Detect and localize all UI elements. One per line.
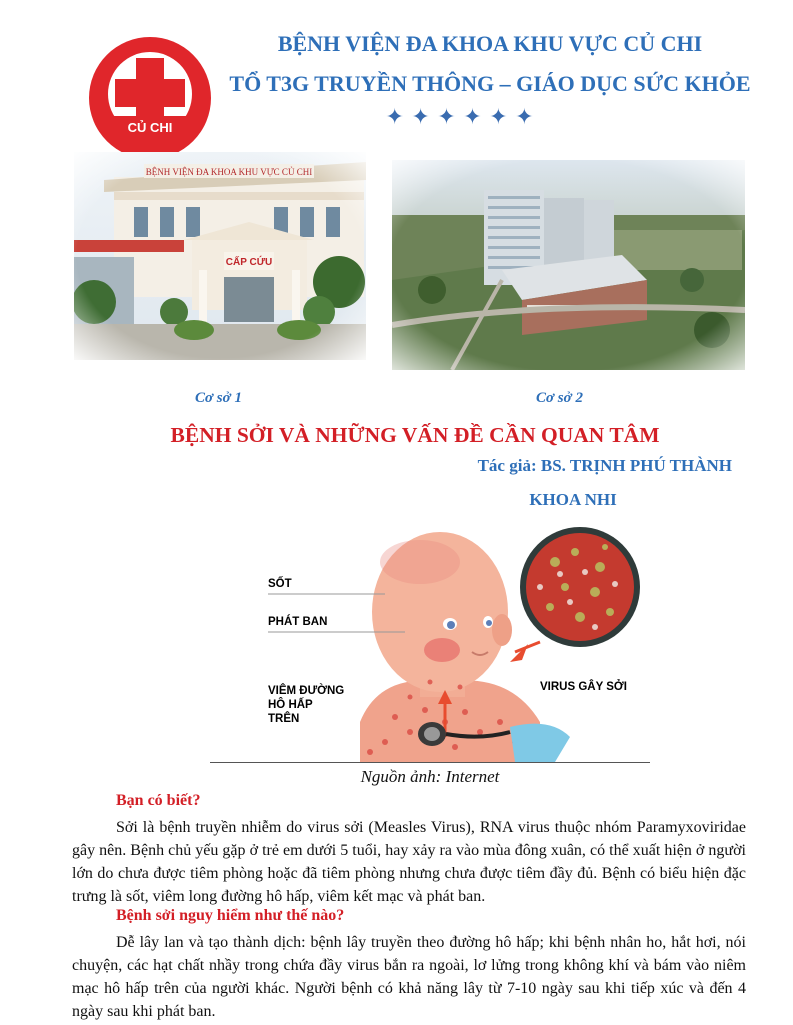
site2-photo — [392, 160, 745, 370]
site2-caption: Cơ sở 2 — [536, 390, 583, 406]
illustration-divider — [210, 762, 650, 763]
label-resp-1: VIÊM ĐƯỜNG — [268, 685, 345, 697]
section-heading-did-you-know: Bạn có biết? — [116, 792, 201, 809]
section-paragraph-did-you-know: Sởi là bệnh truyền nhiễm do virus sởi (Measles Virus), RNA virus thuộc nhóm Paramyxoviridae gây nên. Bệnh chủ yếu gặp ở trẻ em dưới 5 tuổi, hay xảy ra vào mùa đông xuân, có thể xuất hiện ở người lớn do chưa được tiêm phòng hoặc đã tiêm phòng nhưng chưa được tiêm đầy đủ. Bệnh có biểu hiện đặc trưng là sốt, viêm long đường hô hấp, viêm kết mạc và phát ban. — [72, 819, 746, 905]
site1-caption: Cơ sở 1 — [195, 390, 242, 406]
label-fever: SỐT — [268, 578, 292, 590]
article-title: BỆNH SỞI VÀ NHỮNG VẤN ĐỀ CẦN QUAN TÂM — [170, 423, 660, 447]
hospital-name: BỆNH VIỆN ĐA KHOA KHU VỰC CỦ CHI — [277, 31, 703, 56]
label-resp-3: TRÊN — [268, 713, 300, 725]
hospital-logo — [88, 36, 212, 160]
section-paragraph-danger: Dễ lây lan và tạo thành dịch: bệnh lây truyền theo đường hô hấp; khi bệnh nhân ho, hắt hơi, nói chuyện, các hạt chất nhầy trong chứa đầy virus bắn ra ngoài, lơ lửng trong không khí và bám vào niêm mạc hô hấp trên của người khác. Người bệnh có khả năng lây từ 7-10 ngày sau khi tiếp xúc và đến 4 ngày sau khi phát ban. — [72, 934, 746, 1020]
author-line: Tác giả: BS. TRỊNH PHÚ THÀNH — [477, 456, 732, 475]
section-heading-danger: Bệnh sởi nguy hiểm như thế nào? — [116, 907, 345, 924]
image-source: Nguồn ảnh: Internet — [360, 767, 500, 786]
team-name: TỔ T3G TRUYỀN THÔNG – GIÁO DỤC SỨC KHỎE — [229, 71, 751, 96]
site1-photo — [74, 152, 366, 360]
measles-illustration — [210, 522, 650, 762]
department: KHOA NHI — [529, 490, 617, 509]
logo-text: CỦ CHI — [127, 120, 173, 135]
decorative-stars: ✦ ✦ ✦ ✦ ✦ ✦ — [385, 104, 535, 129]
label-resp-2: HÔ HẤP — [268, 699, 313, 711]
label-virus: VIRUS GÂY SỞI — [540, 681, 627, 693]
label-rash: PHÁT BAN — [268, 616, 328, 628]
